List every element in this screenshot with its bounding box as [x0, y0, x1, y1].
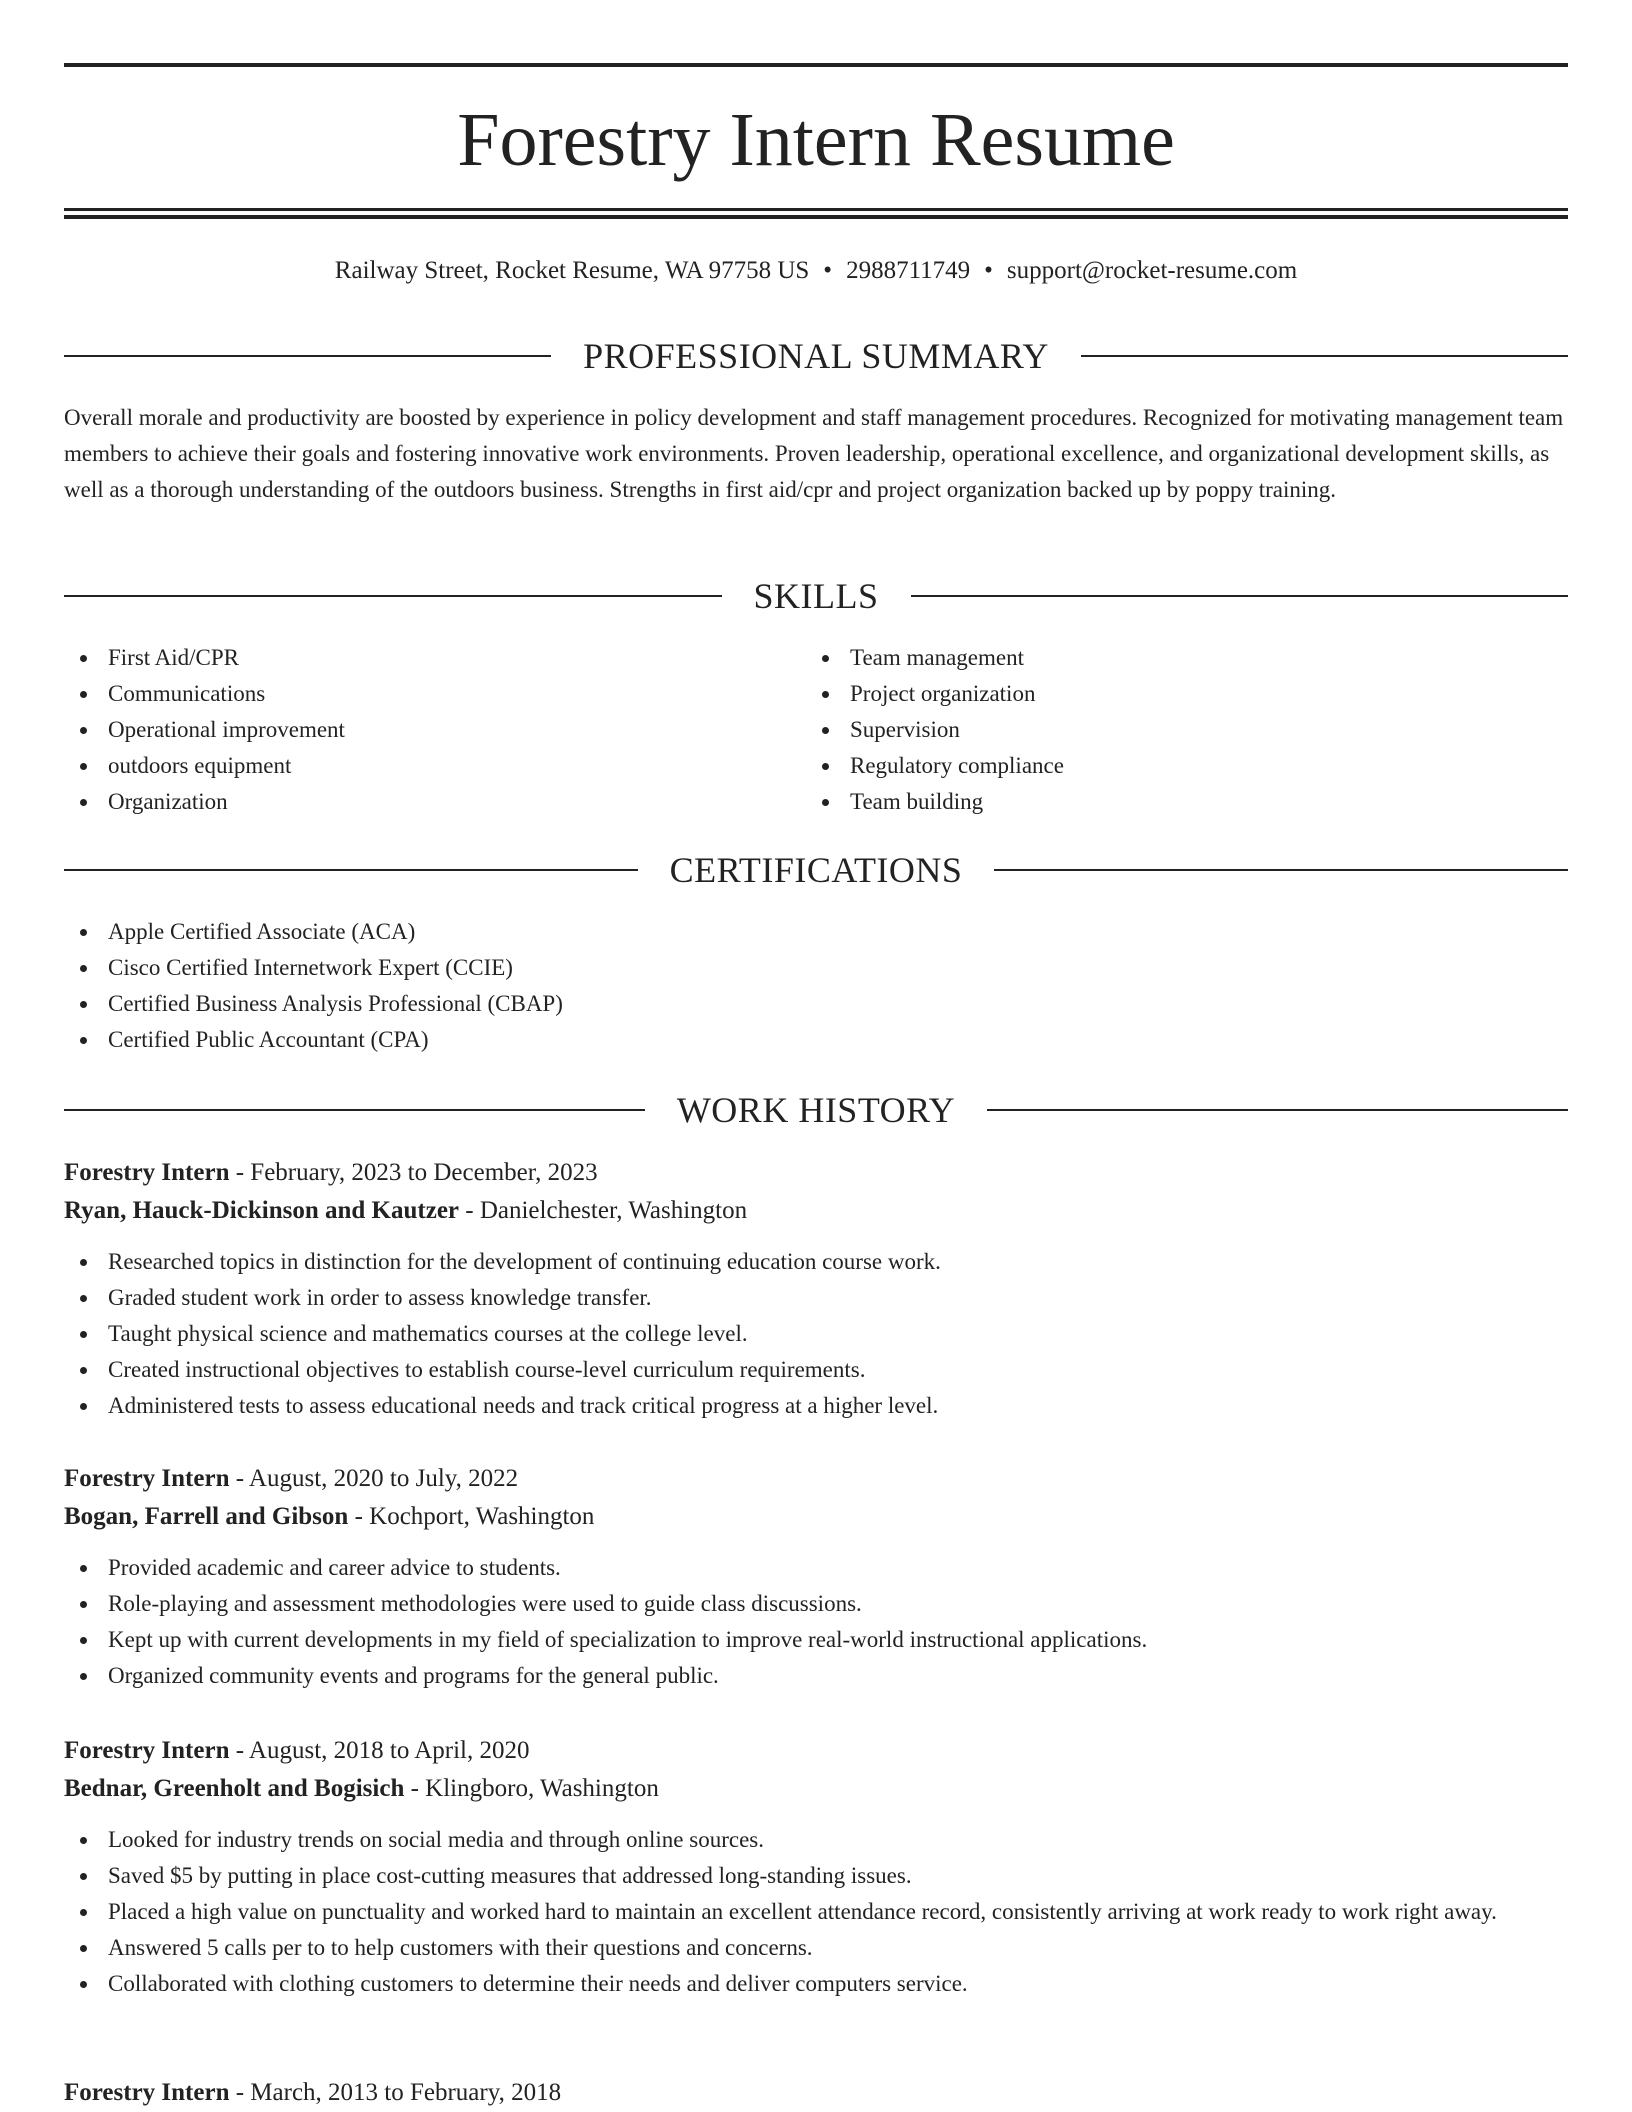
job-title-line — [64, 2074, 1568, 2112]
job-company-line — [64, 1770, 1568, 1808]
job-bullet: Organized community events and programs for the general public. — [64, 1658, 1568, 1694]
job-bullet: Kept up with current developments in my field of specialization to improve real-world instructional applications. — [64, 1622, 1568, 1658]
top-rule — [64, 63, 1568, 67]
job-company: Bogan, Farrell and Gibson — [64, 1503, 349, 1530]
skill-item: outdoors equipment — [64, 748, 804, 784]
section-header-certifications — [64, 848, 1568, 892]
section-rule — [64, 1109, 645, 1111]
skill-item: Supervision — [806, 712, 1546, 748]
section-title: CERTIFICATIONS — [669, 850, 963, 890]
skill-item: Project organization — [806, 676, 1546, 712]
job-company-line — [64, 1498, 1568, 1536]
job-dates: - August, 2018 to April, 2020 — [235, 1737, 530, 1764]
certification-item: Apple Certified Associate (ACA) — [64, 914, 1568, 950]
job-entry — [64, 1460, 1568, 1694]
section-rule — [994, 869, 1568, 871]
skill-item: Team building — [806, 784, 1546, 820]
job-title: Forestry Intern — [64, 1737, 230, 1764]
skill-item: Team management — [806, 640, 1546, 676]
section-header-summary — [64, 334, 1568, 378]
title-rule-upper — [64, 208, 1568, 211]
skill-item: Regulatory compliance — [806, 748, 1546, 784]
job-company: Bednar, Greenholt and Bogisich — [64, 1775, 405, 1802]
job-dates: - February, 2023 to December, 2023 — [235, 1159, 598, 1186]
section-header-work-history — [64, 1088, 1568, 1132]
section-rule — [1081, 355, 1568, 357]
job-bullet: Collaborated with clothing customers to determine their needs and deliver computers service. — [64, 1966, 1568, 2002]
title-rule-lower — [64, 215, 1568, 219]
job-dates: - March, 2013 to February, 2018 — [235, 2079, 562, 2106]
job-entry — [64, 2074, 1568, 2112]
section-rule — [987, 1109, 1568, 1111]
job-bullet: Provided academic and career advice to students. — [64, 1550, 1568, 1586]
job-company-line — [64, 1192, 1568, 1230]
certification-item: Certified Public Accountant (CPA) — [64, 1022, 1568, 1058]
summary-paragraph: Overall morale and productivity are boosted by experience in policy development and staff management procedures. Recognized for motivating management team members to achieve their goals and fostering innovative work environments. Proven leadership, operational excellence, and organizational development skills, as well as a thorough understanding of the outdoors business. Strengths in first aid/cpr and project organization backed up by poppy training. — [64, 405, 1564, 502]
skills-list-right — [806, 640, 1546, 820]
contact-line — [64, 254, 1568, 288]
job-bullet: Graded student work in order to assess knowledge transfer. — [64, 1280, 1568, 1316]
contact-phone: 2988711749 — [846, 257, 971, 284]
contact-separator: • — [823, 257, 833, 284]
section-rule — [64, 869, 638, 871]
section-header-skills — [64, 574, 1568, 618]
job-title-line — [64, 1732, 1568, 1770]
skill-item: Organization — [64, 784, 804, 820]
section-rule — [911, 595, 1569, 597]
section-title: PROFESSIONAL SUMMARY — [583, 336, 1049, 376]
job-bullet: Answered 5 calls per to to help customers with their questions and concerns. — [64, 1930, 1568, 1966]
job-dates: - August, 2020 to July, 2022 — [235, 1465, 519, 1492]
job-entry — [64, 1154, 1568, 1424]
section-rule — [64, 595, 722, 597]
job-location: - Danielchester, Washington — [465, 1197, 748, 1224]
job-location: - Kochport, Washington — [354, 1503, 595, 1530]
job-bullet: Looked for industry trends on social media and through online sources. — [64, 1822, 1568, 1858]
job-title-line — [64, 1154, 1568, 1192]
job-bullets — [64, 1550, 1568, 1694]
job-bullet: Administered tests to assess educational needs and track critical progress at a higher level. — [64, 1388, 1568, 1424]
job-bullet: Role-playing and assessment methodologies were used to guide class discussions. — [64, 1586, 1568, 1622]
job-bullet: Created instructional objectives to establish course-level curriculum requirements. — [64, 1352, 1568, 1388]
job-location: - Klingboro, Washington — [410, 1775, 659, 1802]
skill-item: First Aid/CPR — [64, 640, 804, 676]
job-bullet: Saved $5 by putting in place cost-cutting measures that addressed long-standing issues. — [64, 1858, 1568, 1894]
skill-item: Operational improvement — [64, 712, 804, 748]
contact-separator: • — [984, 257, 993, 284]
job-bullet: Placed a high value on punctuality and worked hard to maintain an excellent attendance record, consistently arriving at work ready to work right away. — [64, 1894, 1568, 1930]
skills-list-left — [64, 640, 804, 820]
job-title: Forestry Intern — [64, 2079, 230, 2106]
job-bullet: Taught physical science and mathematics courses at the college level. — [64, 1316, 1568, 1352]
certification-item: Certified Business Analysis Professional (CBAP) — [64, 986, 1568, 1022]
job-company: Ryan, Hauck-Dickinson and Kautzer — [64, 1197, 460, 1224]
contact-address: Railway Street, Rocket Resume, WA 97758 US — [334, 257, 810, 284]
skill-item: Communications — [64, 676, 804, 712]
section-rule — [64, 355, 551, 357]
certification-item: Cisco Certified Internetwork Expert (CCIE) — [64, 950, 1568, 986]
contact-email: support@rocket-resume.com — [1006, 257, 1298, 284]
job-title: Forestry Intern — [64, 1465, 230, 1492]
section-title: WORK HISTORY — [676, 1090, 956, 1130]
job-bullet: Researched topics in distinction for the development of continuing education course work. — [64, 1244, 1568, 1280]
job-title: Forestry Intern — [64, 1159, 230, 1186]
job-title-line — [64, 1460, 1568, 1498]
job-bullets — [64, 1244, 1568, 1424]
certifications-list — [64, 914, 1568, 1058]
job-entry — [64, 1732, 1568, 2002]
page-title: Forestry Intern Resume — [457, 98, 1175, 182]
section-title: SKILLS — [753, 576, 879, 616]
job-bullets — [64, 1822, 1568, 2002]
